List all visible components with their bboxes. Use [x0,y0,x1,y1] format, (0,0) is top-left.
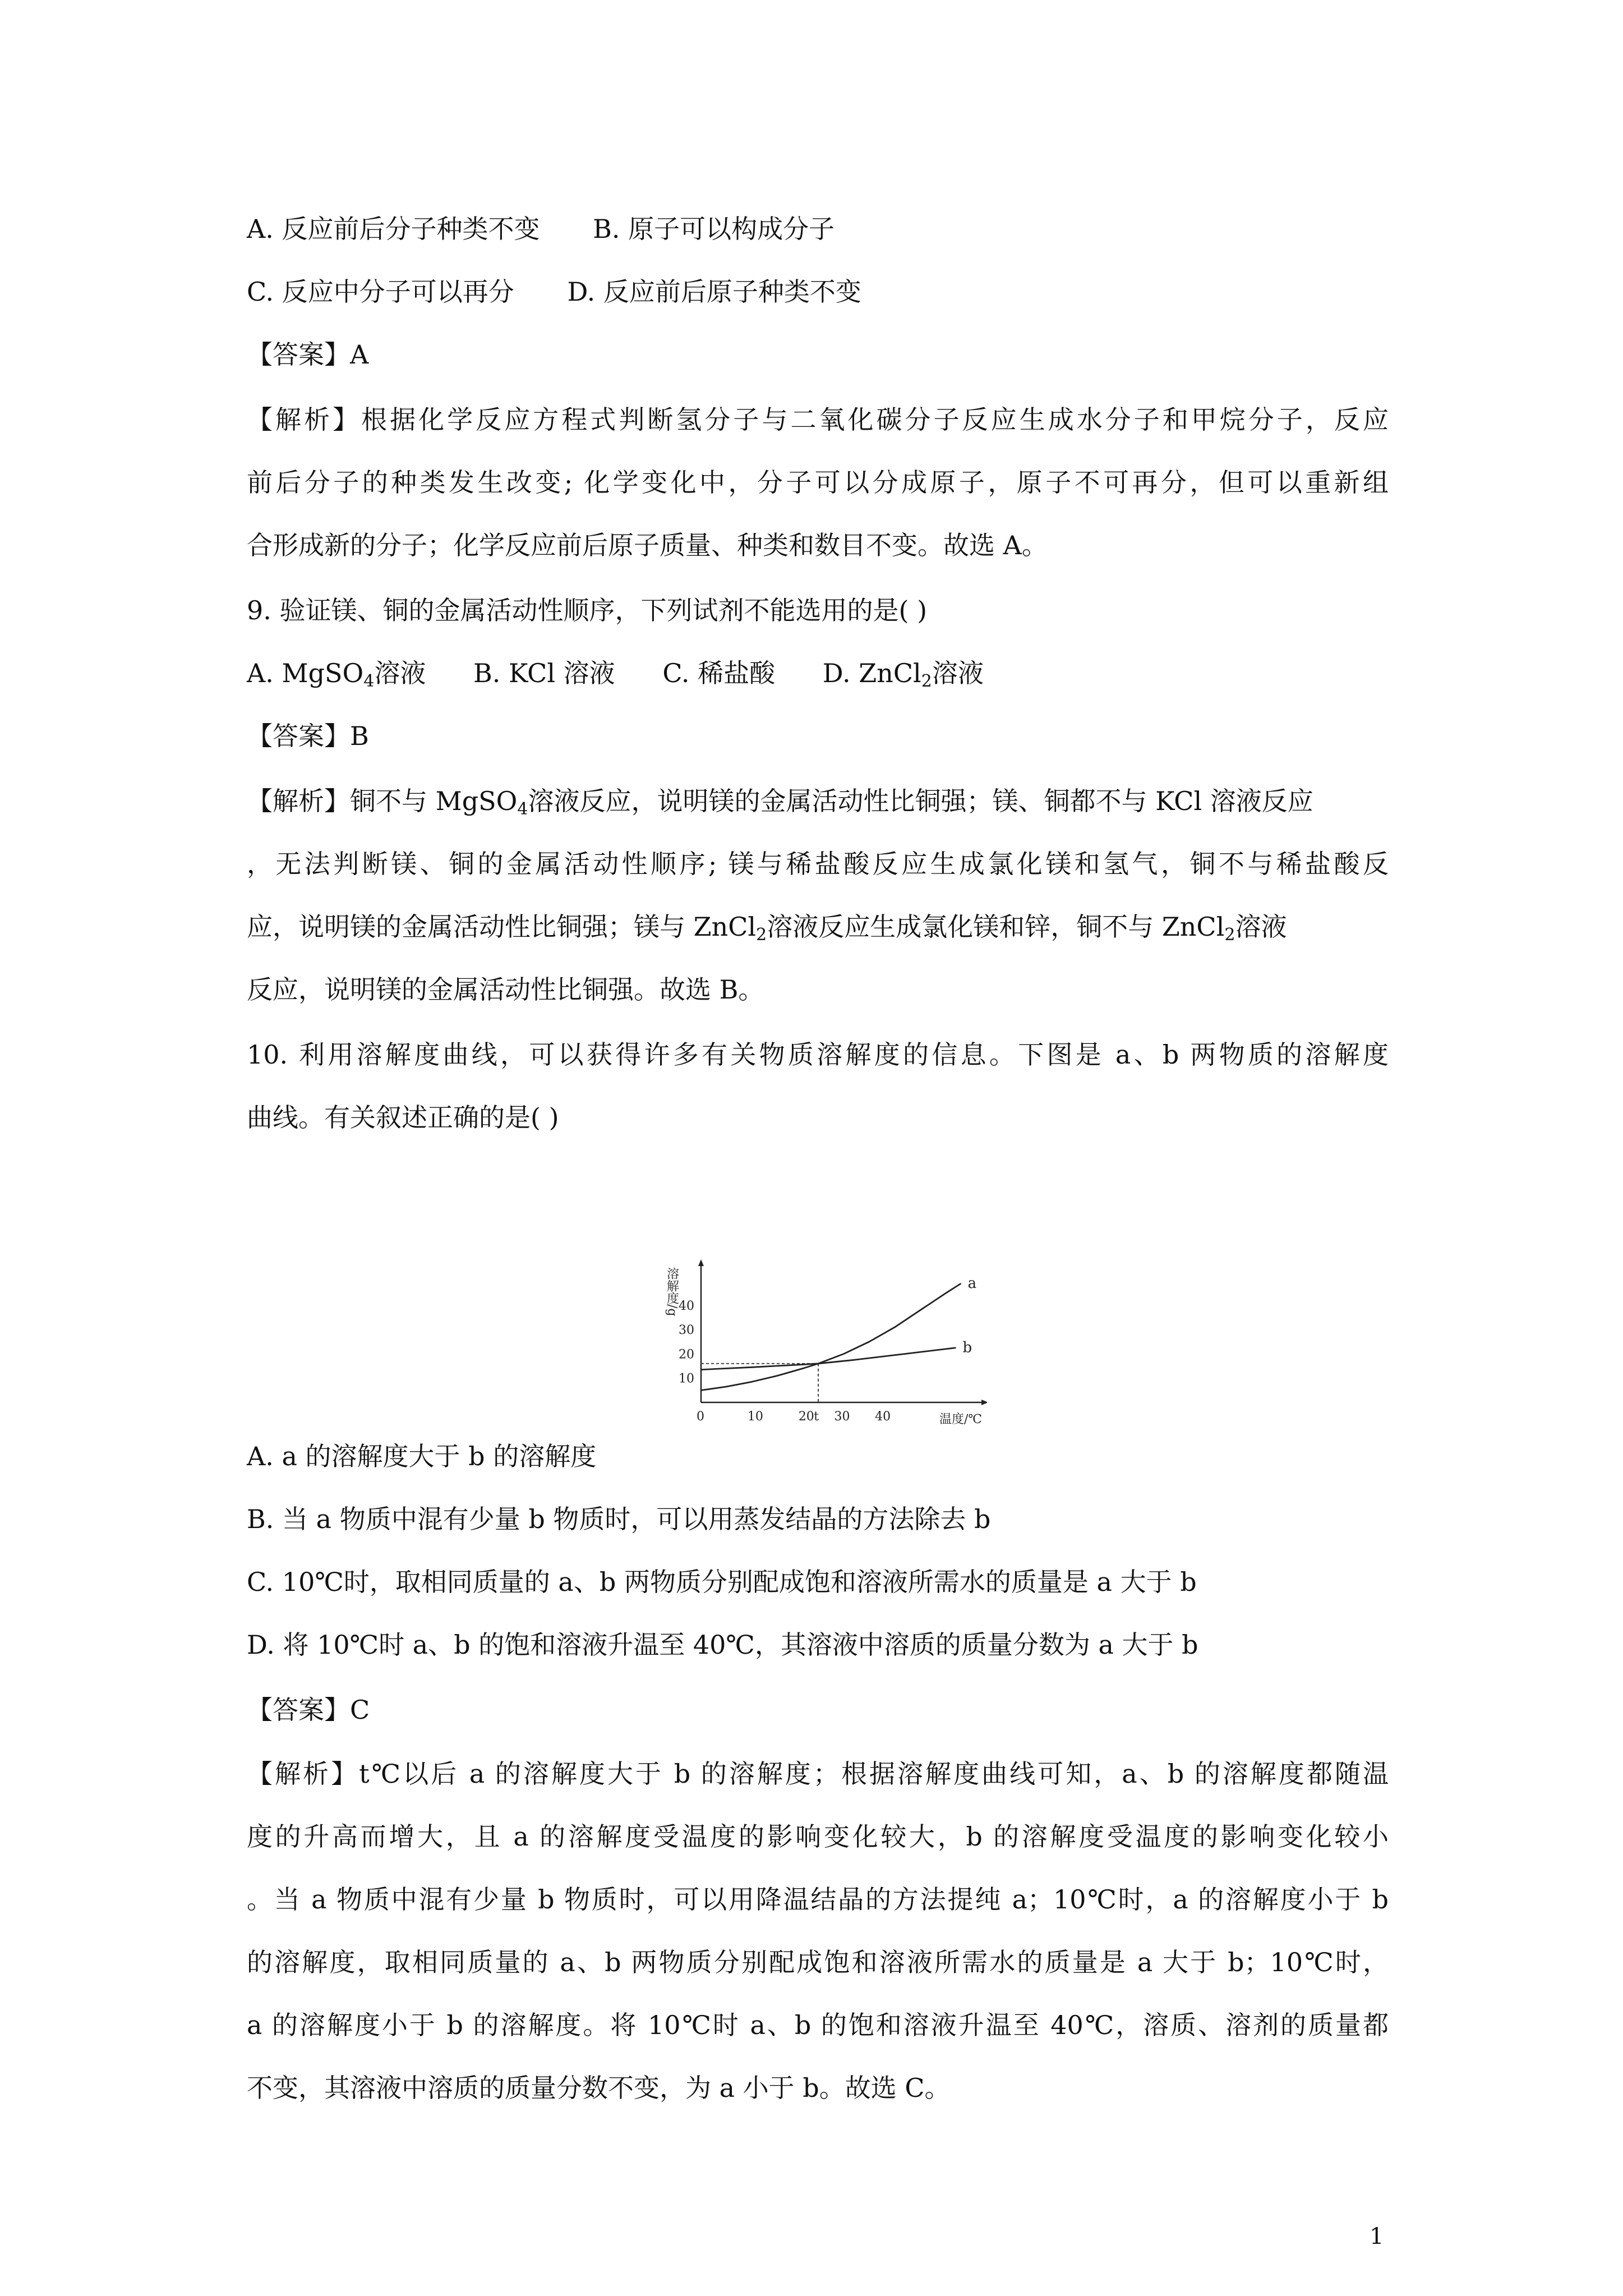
q10-analysis-line: 不变，其溶液中溶质的质量分数不变，为 a 小于 b。故选 C。 [247,2073,951,2103]
page-number: 1 [1370,2224,1384,2249]
x-axis-arrow [981,1400,987,1405]
q8-analysis-line: 前后分子的种类发生改变; 化学变化中，分子可以分成原子，原子不可再分，但可以重新组 [247,467,1389,498]
q9-option-d: D. ZnCl$_2$溶液 [822,658,984,691]
x-tick-label: 40 [875,1410,891,1424]
q10-option-c: C. 10℃时，取相同质量的 a、b 两物质分别配成饱和溶液所需水的质量是 a 大于 b [247,1567,1197,1597]
q10-option-d: D. 将 10℃时 a、b 的饱和溶液升温至 40℃，其溶液中溶质的质量分数为 a 大于 b [247,1630,1198,1660]
q10-option-a: A. a 的溶解度大于 b 的溶解度 [247,1441,597,1471]
q9-option-b: B. KCl 溶液 [473,658,615,688]
q10-stem-line: 10. 利用溶解度曲线，可以获得许多有关物质溶解度的信息。下图是 a、b 两物质的溶解度 [247,1039,1389,1070]
q8-options-row-2 [247,275,861,309]
q9-option-c: C. 稀盐酸 [662,658,776,688]
x-tick-label: t [814,1410,819,1424]
q10-answer: 【答案】C [247,1695,370,1725]
q9-stem: 9. 验证镁、铜的金属活动性顺序，下列试剂不能选用的是( ) [247,595,928,625]
x-axis-label: 温度/℃ [939,1412,983,1427]
q9-answer: 【答案】B [247,721,369,751]
q10-option-b: B. 当 a 物质中混有少量 b 物质时，可以用蒸发结晶的方法除去 b [247,1504,991,1534]
q10-analysis-line: 【解析】t℃以后 a 的溶解度大于 b 的溶解度；根据溶解度曲线可知，a、b 的溶解度都随温 [247,1759,1389,1789]
series-line-b [701,1348,956,1370]
y-tick-label: 30 [679,1323,694,1338]
q10-analysis-line: 的溶解度，取相同质量的 a、b 两物质分别配成饱和溶液所需水的质量是 a 大于 b；10℃时， [247,1947,1389,1977]
q8-answer: 【答案】A [247,339,369,370]
y-tick-label: 10 [679,1372,694,1386]
q10-analysis-line: a 的溶解度小于 b 的溶解度。将 10℃时 a、b 的饱和溶液升温至 40℃，溶质、溶剂的质量都 [247,2010,1389,2040]
q10-analysis-line: 。当 a 物质中混有少量 b 物质时，可以用降温结晶的方法提纯 a；10℃时，a 的溶解度小于 b [247,1884,1389,1915]
series-label-a: a [967,1274,977,1292]
q10-analysis-line: 度的升高而增大，且 a 的溶解度受温度的影响变化较大，b 的溶解度受温度的影响变化较小 [247,1821,1389,1852]
y-tick-label: 20 [679,1347,694,1362]
x-tick-label: 30 [834,1410,850,1424]
y-axis-arrow [698,1259,704,1266]
q9-analysis-line: 应，说明镁的金属活动性比铜强；镁与 ZnCl$_2$溶液反应生成氯化镁和锌，铜不与 ZnCl$_2$溶液 [247,912,1287,945]
q9-analysis-line: ，无法判断镁、铜的金属活动性顺序; 镁与稀盐酸反应生成氯化镁和氢气，铜不与稀盐酸反 [247,849,1389,879]
series-label-b: b [962,1339,972,1356]
y-tick-label: 40 [679,1299,694,1313]
q9-analysis-line: 反应，说明镁的金属活动性比铜强。故选 B。 [247,974,764,1005]
q8-option-c: C. 反应中分子可以再分 [247,277,514,307]
q9-option-a: A. MgSO$_4$溶液 [247,658,426,691]
x-tick-label: 0 [697,1410,704,1424]
series-line-a [701,1283,961,1390]
q8-analysis-line: 【解析】根据化学反应方程式判断氢分子与二氧化碳分子反应生成水分子和甲烷分子，反应 [247,404,1389,435]
q8-option-d: D. 反应前后原子种类不变 [567,277,861,307]
q9-options [247,656,984,690]
q8-options-row-1 [247,212,834,246]
y-axis-label: 溶解度/g [665,1267,679,1317]
q8-option-a: A. 反应前后分子种类不变 [247,214,540,244]
q10-stem-line: 曲线。有关叙述正确的是( ) [247,1102,559,1133]
solubility-curve-chart [628,1259,987,1428]
q8-analysis-line: 合形成新的分子；化学反应前后原子质量、种类和数目不变。故选 A。 [247,530,1048,560]
x-tick-label: 10 [747,1410,763,1424]
q8-option-b: B. 原子可以构成分子 [593,214,835,244]
q9-analysis-line: 【解析】铜不与 MgSO$_4$溶液反应，说明镁的金属活动性比铜强；镁、铜都不与 KCl 溶液反应 [247,786,1313,819]
x-tick-label: 20 [798,1410,814,1424]
